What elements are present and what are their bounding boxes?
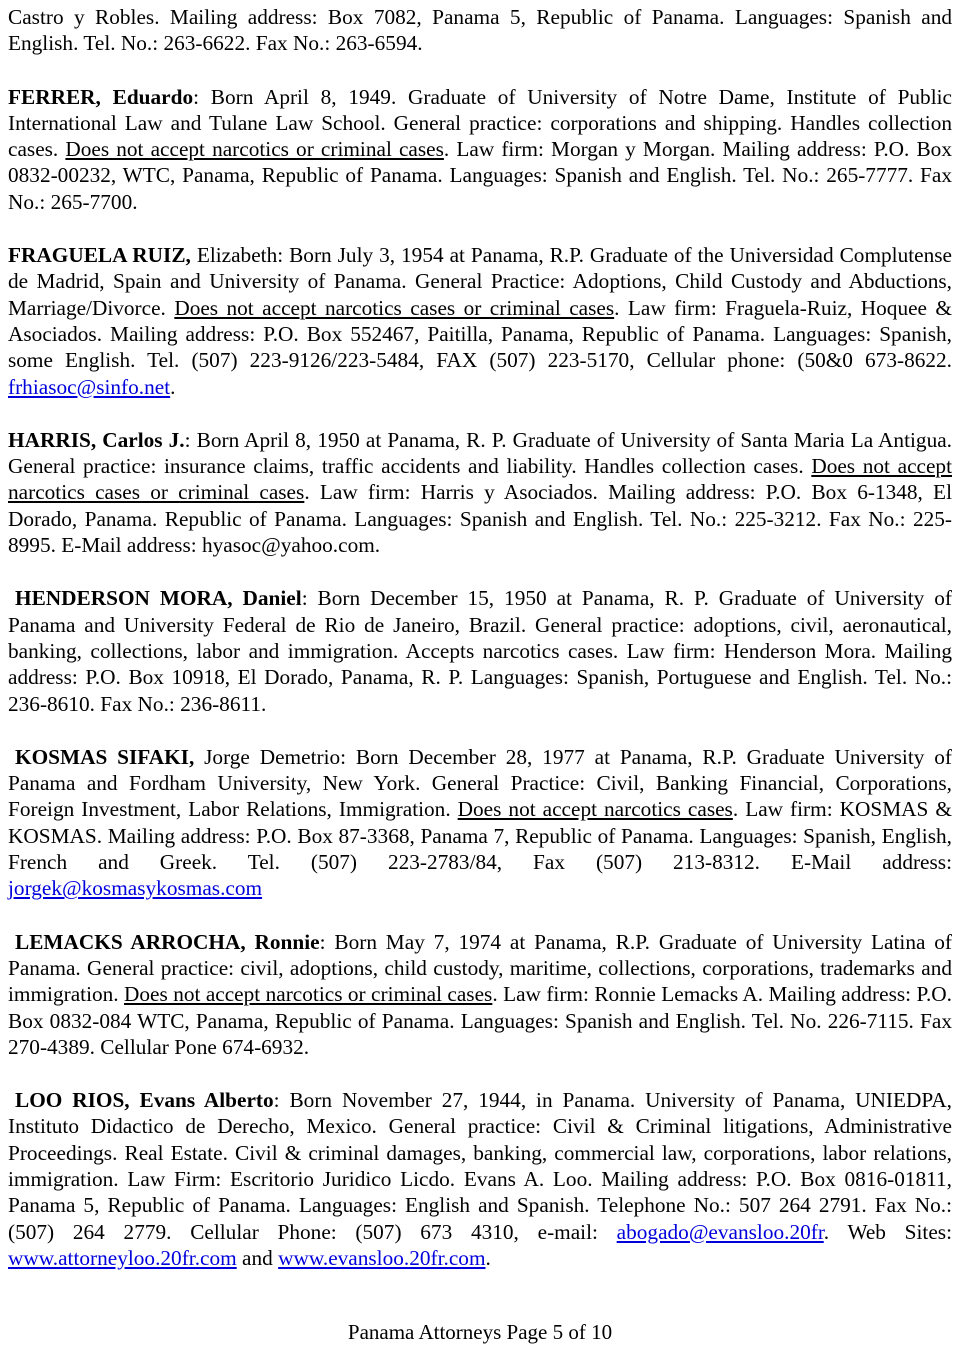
link-abogado-evansloo-20fr[interactable]: abogado@evansloo.20fr bbox=[616, 1219, 824, 1244]
text-run: : Born May 7, 1974 at Panama, R.P. Graduate of University Latina of Panama. General practice: civil, adoptions, child custody, maritime, collections, corporations, trademarks and immigration. bbox=[8, 929, 952, 1007]
text-run: : Born April 8, 1950 at Panama, R. P. Graduate of University of Santa Maria La Antigua. General practice: insurance claims, traffic accidents and liability. Handles collection cases. bbox=[8, 427, 952, 479]
underlined-phrase: Does not accept narcotics or criminal cases bbox=[65, 137, 444, 162]
paragraph-kosmas-sifaki-jorge-demetrio bbox=[8, 744, 952, 902]
underlined-phrase: Does not accept narcotics cases bbox=[457, 797, 733, 822]
link-jorgek-kosmasykosmas-com[interactable]: jorgek@kosmasykosmas.com bbox=[8, 876, 263, 901]
link-frhiasoc-sinfo-net[interactable]: frhiasoc@sinfo.net bbox=[8, 374, 171, 399]
text-run: Elizabeth: Born July 3, 1954 at Panama, R.P. Graduate of the Universidad Complutense de Madrid, Spain and University of Panama. General Practice: Adoptions, Child Custody and Abductions, Marriage/Divorce. bbox=[8, 243, 952, 320]
text-run: . Law firm: Fraguela-Ruiz, Hoquee & Asociados. Mailing address: P.O. Box 552467, Paitilla, Panama, Republic of Panama. Languages: Spanish, some English. Tel. (507) 223-9126/223-5484, FAX (507) 223-5170, Cellular phone: (50&0 673-8622. bbox=[8, 295, 952, 373]
paragraph-henderson-mora-daniel bbox=[8, 585, 952, 716]
link-www-evansloo-20fr-com[interactable]: www.evansloo.20fr.com bbox=[278, 1245, 486, 1270]
text-run: . Law firm: Morgan y Morgan. Mailing address: P.O. Box 0832-00232, WTC, Panama, Republic of Panama. Languages: Spanish and English. Tel. No.: 265-7777. Fax No.: 265-7700. bbox=[8, 137, 952, 214]
paragraph-fraguela-ruiz-elizabeth bbox=[8, 242, 952, 400]
text-run: . bbox=[485, 1245, 491, 1270]
paragraph-ferrer-eduardo bbox=[8, 84, 952, 215]
attorney-listings bbox=[8, 4, 952, 1271]
text-run: : Born December 15, 1950 at Panama, R. P. Graduate of University of Panama and University Federal de Rio de Janeiro, Brazil. General practice: adoptions, civil, aeronautical, banking, collections, labor and immigration. Accepts narcotics cases. Law firm: Henderson Mora. Mailing address: P.O. Box 10918, El Dorado, Panama, R. P. Languages: Spanish, Portuguese and English. Tel. No.: 236-8610. Fax No.: 236-8611. bbox=[8, 586, 952, 716]
text-run: : Born April 8, 1949. Graduate of University of Notre Dame, Institute of Public International Law and Tulane Law School. General practice: corporations and shipping. Handles collection cases. bbox=[8, 84, 952, 162]
underlined-phrase: Does not accept narcotics cases or criminal cases bbox=[8, 454, 952, 505]
underlined-phrase: Does not accept narcotics or criminal cases bbox=[124, 982, 493, 1007]
attorney-name: FRAGUELA RUIZ, bbox=[8, 243, 191, 268]
text-run: . Law firm: KOSMAS & KOSMAS. Mailing address: P.O. Box 87-3368, Panama 7, Republic of Panama. Languages: Spanish, English, French and Greek. Tel. (507) 223-2783/84, Fax (507) 213-8312. E-Mail address: bbox=[8, 797, 952, 875]
text-run: . bbox=[170, 374, 176, 399]
paragraph-loo-rios-evans-alberto bbox=[8, 1087, 952, 1271]
text-run: Castro y Robles. Mailing address: Box 7082, Panama 5, Republic of Panama. Languages: Spanish and English. Tel. No.: 263-6622. Fax No.: 263-6594. bbox=[8, 5, 952, 56]
paragraph-castro-y-robles bbox=[8, 4, 952, 57]
text-run: : Born November 27, 1944, in Panama. University of Panama, UNIEDPA, Instituto Didactico de Derecho, Mexico. General practice: Civil & Criminal litigations, Administrative Proceedings. Real Estate. Civil & criminal damages, banking, commercial law, corporations, labor relations, immigration. Law Firm: Escritorio Juridico Licdo. Evans A. Loo. Mailing address: P.O. Box 0816-01811, Panama 5, Republic of Panama. Languages: English and Spanish. Telephone No.: 507 264 2791. Fax No.: (507) 264 2779. Cellular Phone: (507) 673 4310, e-mail: bbox=[8, 1088, 952, 1244]
text-run: . Law firm: Harris y Asociados. Mailing address: P.O. Box 6-1348, El Dorado, Panama. Republic of Panama. Languages: Spanish and English. Tel. No.: 225-3212. Fax No.: 225-8995. E-Mail address: hyasoc@yahoo.com. bbox=[8, 480, 952, 558]
text-run: Jorge Demetrio: Born December 28, 1977 at Panama, R.P. Graduate University of Panama and Fordham University, New York. General Practice: Civil, Banking Financial, Corporations, Foreign Investment, Labor Relations, Immigration. bbox=[8, 744, 953, 822]
attorney-name: LEMACKS ARROCHA, Ronnie bbox=[15, 929, 320, 954]
paragraph-lemacks-arrocha-ronnie bbox=[8, 929, 952, 1060]
attorney-name: HENDERSON MORA, Daniel bbox=[15, 586, 302, 611]
text-run: . Web Sites: bbox=[823, 1219, 953, 1244]
underlined-phrase: Does not accept narcotics cases or criminal cases bbox=[174, 295, 615, 320]
text-run: and bbox=[236, 1245, 279, 1270]
attorney-name: KOSMAS SIFAKI, bbox=[15, 744, 195, 769]
page-footer: Panama Attorneys Page 5 of 10 bbox=[347, 1320, 613, 1344]
text-run: . Law firm: Ronnie Lemacks A. Mailing address: P.O. Box 0832-084 WTC, Panama, Republic of Panama. Languages: Spanish and English. Tel. No. 226-7115. Fax 270-4389. Cellular Pone 674-6932. bbox=[8, 982, 953, 1059]
attorney-name: LOO RIOS, Evans Alberto bbox=[15, 1088, 274, 1113]
attorney-name: HARRIS, Carlos J. bbox=[8, 427, 185, 452]
link-www-attorneyloo-20fr-com[interactable]: www.attorneyloo.20fr.com bbox=[8, 1245, 237, 1270]
paragraph-harris-carlos-j bbox=[8, 427, 952, 558]
attorney-name: FERRER, Eduardo bbox=[8, 84, 194, 109]
